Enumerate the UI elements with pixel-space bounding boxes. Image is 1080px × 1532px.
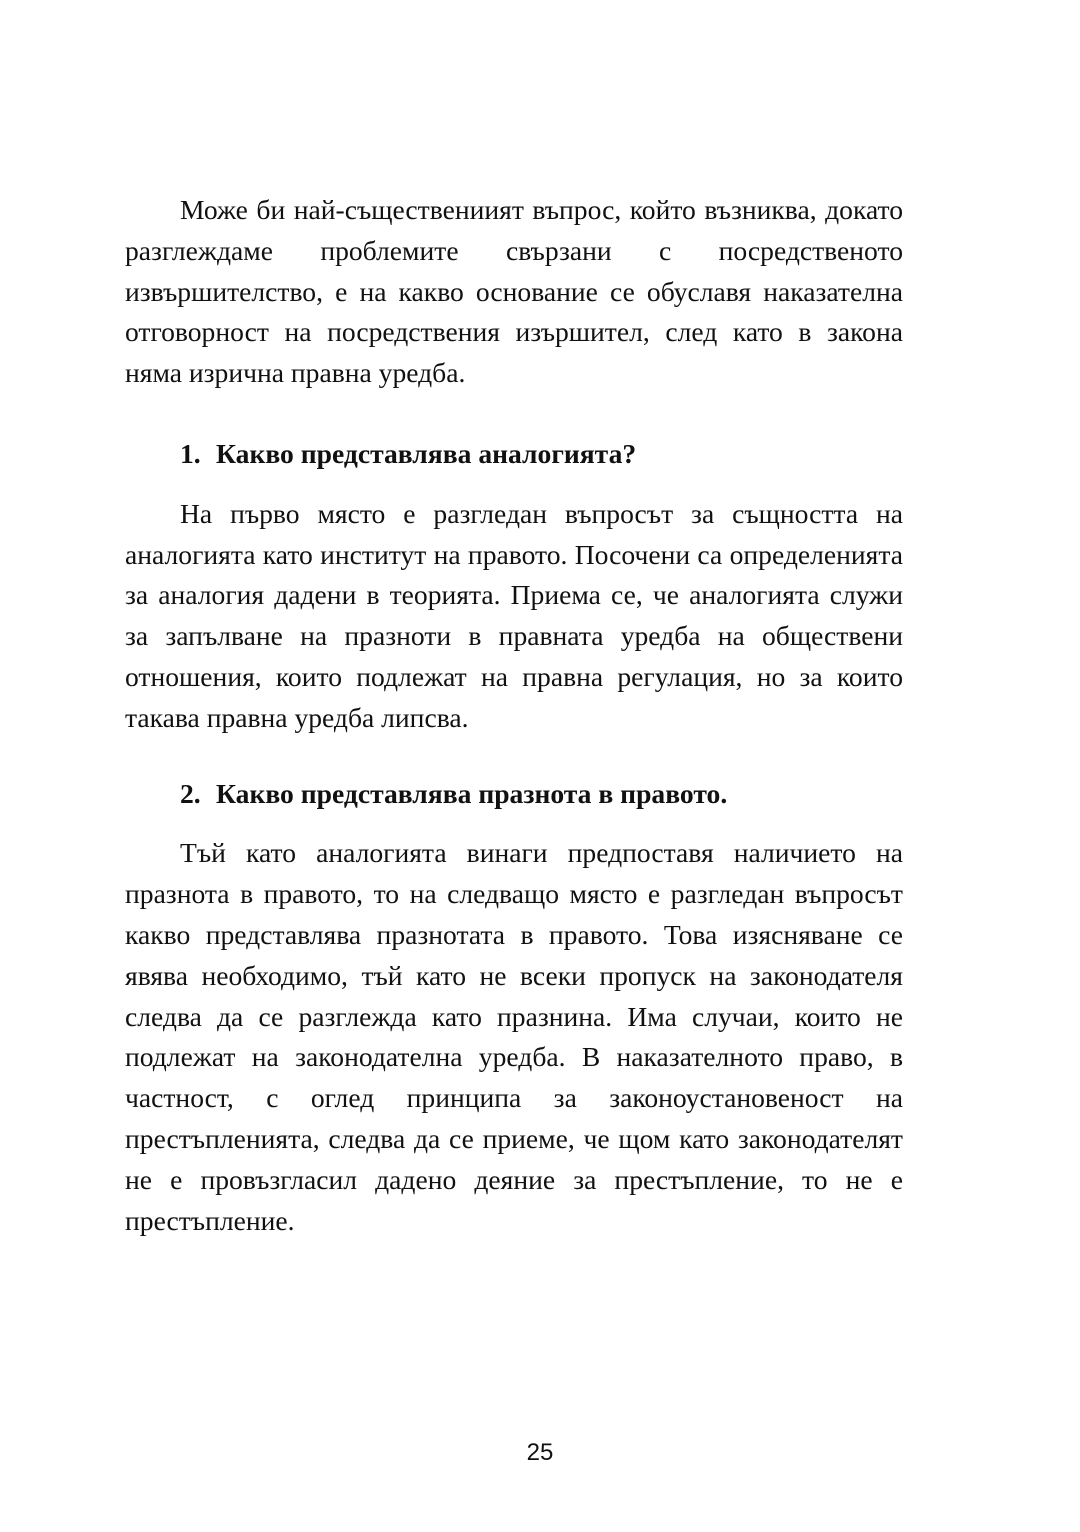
- page-body: [125, 190, 903, 1241]
- section-number-2: 2.: [180, 777, 201, 809]
- section-heading-2: [125, 774, 903, 815]
- section-title-1: Какво представлява аналогията?: [216, 437, 637, 469]
- paragraph-analogy: На първо място е разгледан въпросът за същността на аналогията като институт на правото. Посочени са определенията за аналогия дадени в теорията. Приема се, че аналогията служи за запълване на празноти в правната уредба на обществени отношения, които подлежат на правна регулация, но за които такава правна уредба липсва.: [125, 497, 903, 733]
- paragraph-gap-in-law: Тъй като аналогията винаги предпоставя наличието на празнота в правото, то на следващо място е разгледан въпросът какво представлява празнотата в правото. Това изясняване се явява необходимо, тъй като не всеки пропуск на законодателя следва да се разглежда като празнина. Има случаи, които не подлежат на законодателна уредба. В наказателното право, в частност, с оглед принципа за законоустановеност на престъпленията, следва да се приеме, че щом като законодателят не е провъзгласил дадено деяние за престъпление, то не е престъпление.: [125, 837, 903, 1236]
- page-number: 25: [526, 1439, 554, 1466]
- section-heading-1: [125, 434, 903, 475]
- paragraph-intro: Може би най-съществениият въпрос, който възниква, докато разглеждаме проблемите свързани с посредственото извършителство, е на какво основание се обуславя наказателна отговорност на посредствения изършител, след като в закона няма изрична правна уредба.: [125, 194, 903, 389]
- section-number-1: 1.: [180, 437, 201, 469]
- section-title-2: Какво представлява празнота в правото.: [216, 777, 728, 809]
